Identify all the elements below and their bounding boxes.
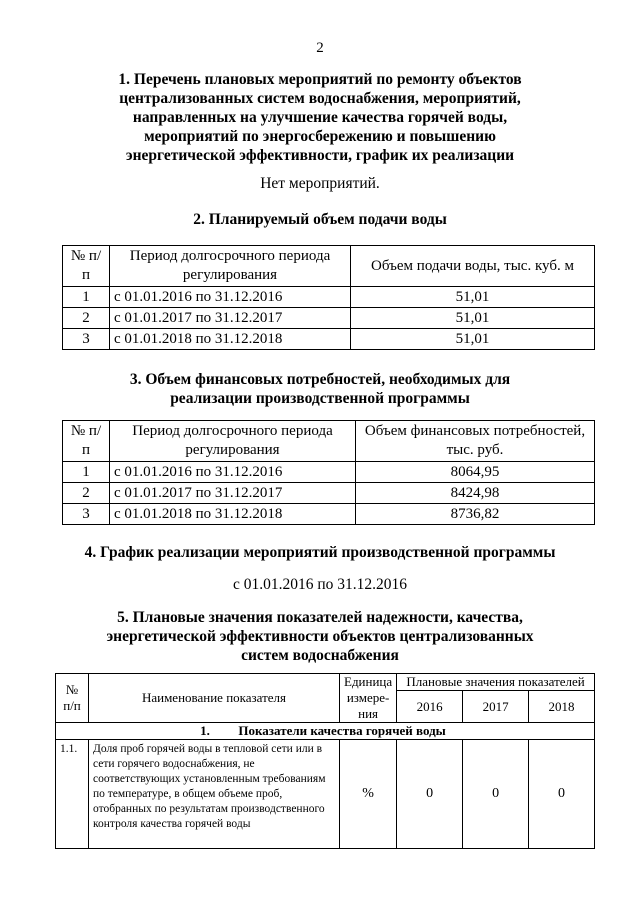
row-value-2016: 0 <box>397 740 463 849</box>
section1-title-line: энергетической эффективности, график их реализации <box>125 147 515 164</box>
section5-title-line: систем водоснабжения <box>241 647 399 664</box>
section3-title-line: 3. Объем финансовых потребностей, необходимых для <box>129 371 511 388</box>
section1-title-line: централизованных систем водоснабжения, мероприятий, <box>119 90 521 107</box>
header-number: № п/п <box>63 246 110 287</box>
row-indicator-name: Доля проб горячей воды в тепловой сети или в сети горячего водоснабжения, не соответствующих установленным требованиям по температуре, в общем объеме проб, отобранных по результатам производственного контроля качества горячей воды <box>89 740 340 849</box>
section3-title <box>60 370 580 408</box>
header-period: Период долгосрочного периода регулирования <box>110 246 351 287</box>
row-value: 8736,82 <box>356 504 595 525</box>
section5-title <box>60 608 580 665</box>
section5-title-line: энергетической эффективности объектов централизованных <box>106 628 534 645</box>
row-value: 51,01 <box>351 308 595 329</box>
row-period: с 01.01.2016 по 31.12.2016 <box>110 287 351 308</box>
row-value: 51,01 <box>351 287 595 308</box>
header-number: № п/п <box>63 421 110 462</box>
row-period: с 01.01.2017 по 31.12.2017 <box>110 483 356 504</box>
row-number: 3 <box>63 504 110 525</box>
supply-table <box>62 245 595 350</box>
section1-title-line: 1. Перечень плановых мероприятий по ремонту объектов <box>118 71 522 88</box>
table-row <box>63 483 595 504</box>
row-unit: % <box>340 740 397 849</box>
header-finance: Объем финансовых потребностей, тыс. руб. <box>356 421 595 462</box>
header-number: № п/п <box>56 674 89 723</box>
section1-title-line: мероприятий по энергосбережению и повышению <box>144 128 496 145</box>
table-row <box>63 329 595 350</box>
row-number: 3 <box>63 329 110 350</box>
group-row <box>56 723 595 740</box>
page-number: 2 <box>316 40 324 56</box>
header-planned-values: Плановые значения показателей <box>397 674 595 691</box>
row-period: с 01.01.2016 по 31.12.2016 <box>110 462 356 483</box>
indicators-table <box>55 673 595 849</box>
group-title: Показатели качества горячей воды <box>238 723 446 738</box>
header-unit: Единица измере-ния <box>340 674 397 723</box>
header-indicator-name: Наименование показателя <box>89 674 340 723</box>
row-number: 2 <box>63 308 110 329</box>
group-number: 1. <box>200 723 210 738</box>
section1-text: Нет мероприятий. <box>260 175 380 192</box>
row-value: 8424,98 <box>356 483 595 504</box>
header-year: 2016 <box>397 691 463 723</box>
table-row <box>63 287 595 308</box>
section4-title: 4. График реализации мероприятий производственной программы <box>84 544 556 561</box>
row-number: 1 <box>63 287 110 308</box>
section5-title-line: 5. Плановые значения показателей надежности, качества, <box>117 609 523 626</box>
section1-title <box>60 70 580 165</box>
row-period: с 01.01.2018 по 31.12.2018 <box>110 329 351 350</box>
row-value-2018: 0 <box>529 740 595 849</box>
header-year: 2017 <box>463 691 529 723</box>
table-row <box>63 462 595 483</box>
row-period: с 01.01.2018 по 31.12.2018 <box>110 504 356 525</box>
row-number: 1.1. <box>56 740 89 849</box>
table-row <box>56 740 595 849</box>
table-row <box>63 308 595 329</box>
section1-title-line: направленных на улучшение качества горячей воды, <box>132 109 508 126</box>
section4-period: с 01.01.2016 по 31.12.2016 <box>232 576 408 593</box>
row-number: 2 <box>63 483 110 504</box>
row-value: 51,01 <box>351 329 595 350</box>
header-year: 2018 <box>529 691 595 723</box>
finance-table <box>62 420 595 525</box>
section2-title: 2. Планируемый объем подачи воды <box>193 211 447 228</box>
header-volume: Объем подачи воды, тыс. куб. м <box>351 246 595 287</box>
row-number: 1 <box>63 462 110 483</box>
table-row <box>63 504 595 525</box>
section3-title-line: реализации производственной программы <box>170 390 470 407</box>
row-value: 8064,95 <box>356 462 595 483</box>
row-period: с 01.01.2017 по 31.12.2017 <box>110 308 351 329</box>
row-value-2017: 0 <box>463 740 529 849</box>
header-period: Период долгосрочного периода регулирования <box>110 421 356 462</box>
